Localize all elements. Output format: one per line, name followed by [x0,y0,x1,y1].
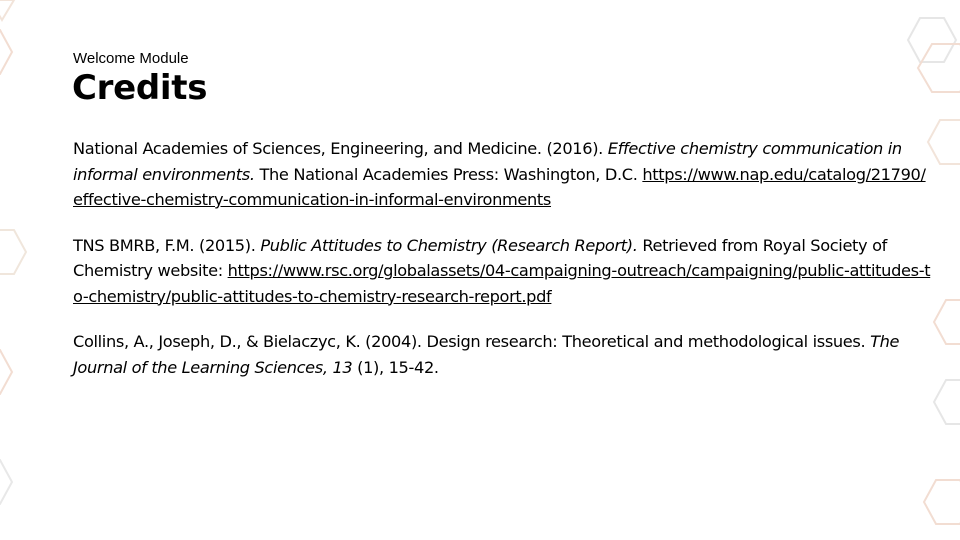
hexagon-shape [924,480,960,524]
hexagon-shape [0,230,26,274]
reference-title: Public Attitudes to Chemistry (Research Report). [260,235,638,255]
module-label: Welcome Module [73,50,189,67]
hexagon-shape [0,0,14,20]
reference-text: Retrieved from Royal Society of Chemistry website: [73,235,887,280]
hexagon-shape [918,44,960,92]
hexagon-shape [0,460,12,504]
reference-title: The Journal of the Learning Sciences, 13 [73,332,900,377]
hexagon-shape [908,18,956,62]
reference-item [73,329,933,380]
reference-text: TNS BMRB, F.M. (2015). [73,235,261,255]
reference-list [73,136,933,400]
page-title: Credits [72,68,208,108]
reference-text: National Academies of Sciences, Engineering, and Medicine. (2016). [73,139,608,158]
reference-text: The National Academies Press: Washington, D.C. [254,164,638,184]
hexagon-shape [0,350,12,394]
reference-item [73,233,933,310]
hexagon-shape [934,300,960,344]
reference-link[interactable]: https://www.nap.edu/catalog/21790/effective-chemistry-communication-in-informal-environments [73,164,926,209]
reference-item [73,136,933,213]
reference-title: Effective chemistry communication in informal environments. [73,139,902,184]
hexagon-shape [934,380,960,424]
reference-text: Collins, A., Joseph, D., & Bielaczyc, K. (2004). Design research: Theoretical and methodological issues. [73,332,871,351]
reference-text: (1), 15-42. [352,357,439,377]
hexagon-shape [0,30,12,74]
reference-link[interactable]: https://www.rsc.org/globalassets/04-campaigning-outreach/campaigning/public-attitudes-to-chemistry/public-attitudes-to-chemistry-research-report.pdf [73,261,931,306]
